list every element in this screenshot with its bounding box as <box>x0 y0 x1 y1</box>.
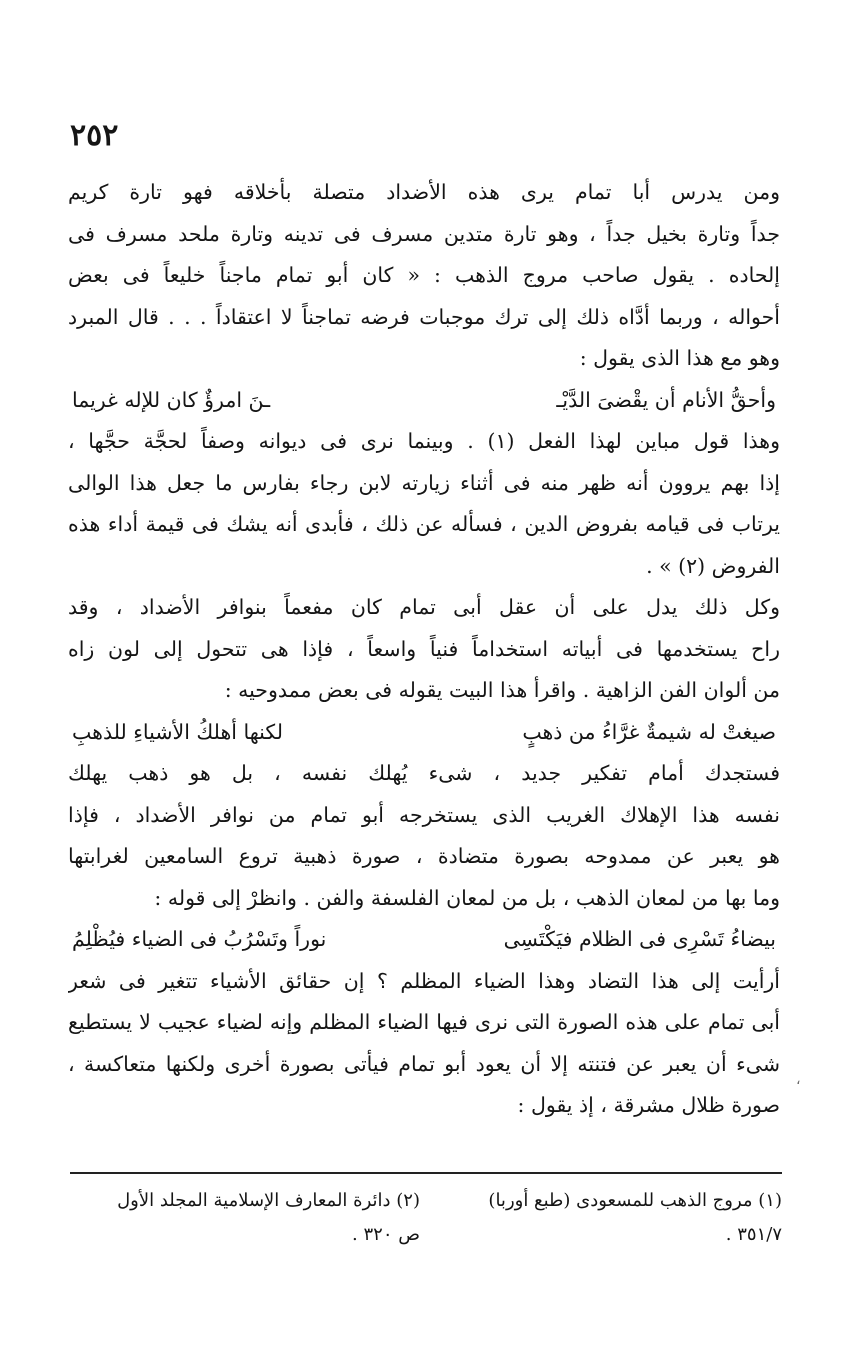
margin-mark: ، <box>796 1072 801 1088</box>
main-text <box>68 172 780 1127</box>
text-line: ومن يدرس أبا تمام يرى هذه الأضداد متصلة بأخلاقه فهو تارة كريم <box>68 180 780 204</box>
text-line: وهذا قول مباين لهذا الفعل (١) . وبينما نرى فى ديوانه وصفاً لحجَّة حجَّها ، <box>68 429 780 453</box>
text-line: نفسه هذا الإهلاك الغريب الذى يستخرجه أبو تمام من نوافر الأضداد ، فإذا <box>68 802 780 827</box>
verse-line <box>68 380 780 422</box>
text-line: أبى تمام على هذه الصورة التى نرى فيها الضياء المظلم وإنه لضياء عجيب لا يستطيع <box>68 1010 780 1034</box>
text-line: وهو مع هذا الذى يقول : <box>579 346 780 370</box>
text-line: أرأيت إلى هذا التضاد وهذا الضياء المظلم ؟ إن حقائق الأشياء تتغير فى شعر <box>68 968 780 993</box>
verse-second-hemistich: لكنها أهلكُ الأشياءِ للذهبِ <box>72 719 283 744</box>
verse-second-hemistich: نوراً وتَسْرُبُ فى الضياء فيُظْلِمُ <box>72 927 327 951</box>
verse-line <box>68 712 780 754</box>
page-number: ٢٥٢ <box>70 118 119 153</box>
text-line: شىء أن يعبر عن فتنته إلا أن يعود أبو تمام فيأتى بصورة أخرى ولكنها متعاكسة ، <box>68 1051 780 1076</box>
footnote-text: (٢) دائرة المعارف الإسلامية المجلد الأول <box>117 1190 420 1211</box>
verse-line <box>68 919 780 961</box>
text-line: وما بها من لمعان الذهب ، بل من لمعان الفلسفة والفن . وانظرْ إلى قوله : <box>154 885 780 910</box>
text-line: جداً وتارة بخيل جداً ، وهو تارة متدين مسرف فى تدينه وتارة ملحد مسرف فى <box>68 221 780 246</box>
verse-second-hemistich: ـنَ امرؤٌ كان للإله غريما <box>72 387 271 412</box>
text-line: فستجدك أمام تفكير جديد ، شىء يُهلك نفسه ، بل هو ذهب يهلك <box>68 761 780 785</box>
verse-first-hemistich: بيضاءُ تَسْرِى فى الظلام فيَكْتَسِى <box>503 927 776 951</box>
footnote-1 <box>432 1184 782 1252</box>
text-line: راح يستخدمها فى أبياته استخداماً فنياً واسعاً ، فإذا هى تتحول إلى لون زاه <box>68 636 780 661</box>
footnote-text: ص ٣٢٠ . <box>352 1224 420 1245</box>
text-line: هو يعبر عن ممدوحه بصورة متضادة ، صورة ذهبية تروع السامعين لغرابتها <box>68 844 780 868</box>
footnote-text: ٣٥١/٧ . <box>725 1224 782 1245</box>
footnote-text: (١) مروج الذهب للمسعودى (طبع أوربا) <box>488 1190 782 1211</box>
text-line: صورة ظلال مشرقة ، إذ يقول : <box>517 1093 780 1117</box>
verse-first-hemistich: وأحقُّ الأنام أن يقْضىَ الدَّيْـ <box>556 387 776 412</box>
text-line: أحواله ، وربما أدَّاه ذلك إلى ترك موجبات فرضه تماجناً لا اعتقاداً . . . قال المبرد <box>68 304 780 329</box>
footnote-separator <box>70 1172 782 1174</box>
text-line: الفروض (٢) » . <box>646 553 780 578</box>
text-line: إلحاده . يقول صاحب مروج الذهب : « كان أبو تمام ماجناً خليعاً فى بعض <box>68 263 780 287</box>
footnote-2 <box>70 1184 420 1252</box>
text-line: إذا بهم يروون أنه ظهر منه فى أثناء زيارته لابن رجاء بفارس ما جعل هذا الوالى <box>68 470 780 495</box>
text-line: من ألوان الفن الزاهية . واقرأ هذا البيت يقوله فى بعض ممدوحيه : <box>224 678 780 702</box>
verse-first-hemistich: صيغتْ له شيمةٌ غرَّاءُ من ذهبٍ <box>522 719 776 744</box>
text-line: وكل ذلك يدل على أن عقل أبى تمام كان مفعماً بنوافر الأضداد ، وقد <box>68 595 780 619</box>
text-line: يرتاب فى قيامه بفروض الدين ، فسأله عن ذلك ، فأبدى أنه يشك فى قيمة أداء هذه <box>68 512 780 536</box>
